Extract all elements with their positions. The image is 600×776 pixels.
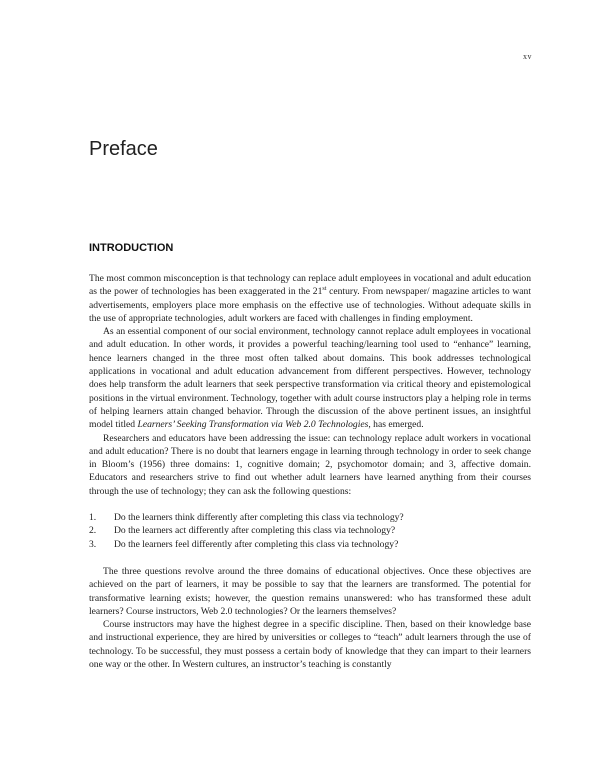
question-text: Do the learners think differently after completing this class via technology? — [114, 512, 404, 524]
paragraph-4: The three questions revolve around the three domains of educational objectives. Once these objectives are achieved on the part of learners, it may be possible to say that the learners are transformed. The potential for transformative learning exists; however, the question remains unanswered: who has transformed these adult learners? Course instructors, Web 2.0 technologies? Or the learners themselves? — [89, 565, 531, 617]
body-text — [89, 272, 531, 671]
question-list — [89, 511, 531, 551]
question-number: 2. — [89, 525, 97, 537]
paragraph-2 — [89, 325, 531, 431]
question-item — [89, 524, 531, 537]
paragraph-1-text-b: century. From newspaper/ magazine articles to want advertisements, employers place more emphasis on the effective use of technologies. Without adequate skills in the use of appropriate technologies, adult workers are faced with challenges in finding employment. — [89, 286, 532, 324]
question-number: 3. — [89, 538, 97, 550]
section-heading: INTRODUCTION — [89, 242, 174, 254]
paragraph-5: Course instructors may have the highest degree in a specific discipline. Then, based on their knowledge base and instructional experience, they are hired by universities or colleges to “teach” adult learners through the use of technology. To be successful, they must possess a certain body of knowledge that they can impart to their learners one way or the other. In Western cultures, an instructor’s teaching is constantly — [89, 619, 531, 671]
superscript-ordinal: st — [322, 286, 327, 293]
paragraph-2-text-a: As an essential component of our social environment, technology cannot replace adult employees in vocational and adult education. In other words, it provides a powerful teaching/learning tool used to “enhance” learning, hence learners changed in the three most often talked about domains. This book addresses technological applications in vocational and adult education advancement from different perspectives. However, technology does help transform the adult learners that seek perspective transformation via critical theory and epistemological positions in the virtual environment. Technology, together with adult course instructors play a helping role in terms of helping learners attain changed behavior. Through the discussion of the above pertinent issues, an insightful model titled — [89, 326, 531, 431]
question-number: 1. — [89, 512, 97, 524]
paragraph-3: Researchers and educators have been addressing the issue: can technology replace adult workers in vocational and adult education? There is no doubt that learners engage in learning through technology in order to seek change in Bloom’s (1956) three domains: 1, cognitive domain; 2, psychomotor domain; and 3, affective domain. Educators and researchers strive to find out whether adult learners have learned anything from their courses through the use of technology; they can ask the following questions: — [89, 432, 531, 497]
paragraph-2-text-b: , has emerged. — [368, 419, 424, 431]
question-text: Do the learners feel differently after completing this class via technology? — [114, 538, 399, 550]
question-item — [89, 538, 531, 551]
page-title: Preface — [89, 138, 158, 160]
paragraph-1-text-a: The most common misconception is that technology can replace adult employees in vocational and adult education as the power of technologies has been exaggerated in the 21 — [89, 273, 531, 298]
paragraph-1 — [89, 272, 531, 325]
question-text: Do the learners act differently after completing this class via technology? — [114, 525, 396, 537]
page-number: xv — [523, 52, 532, 61]
question-item — [89, 511, 531, 524]
model-title: Learners’ Seeking Transformation via Web 2.0 Technologies — [137, 419, 369, 431]
